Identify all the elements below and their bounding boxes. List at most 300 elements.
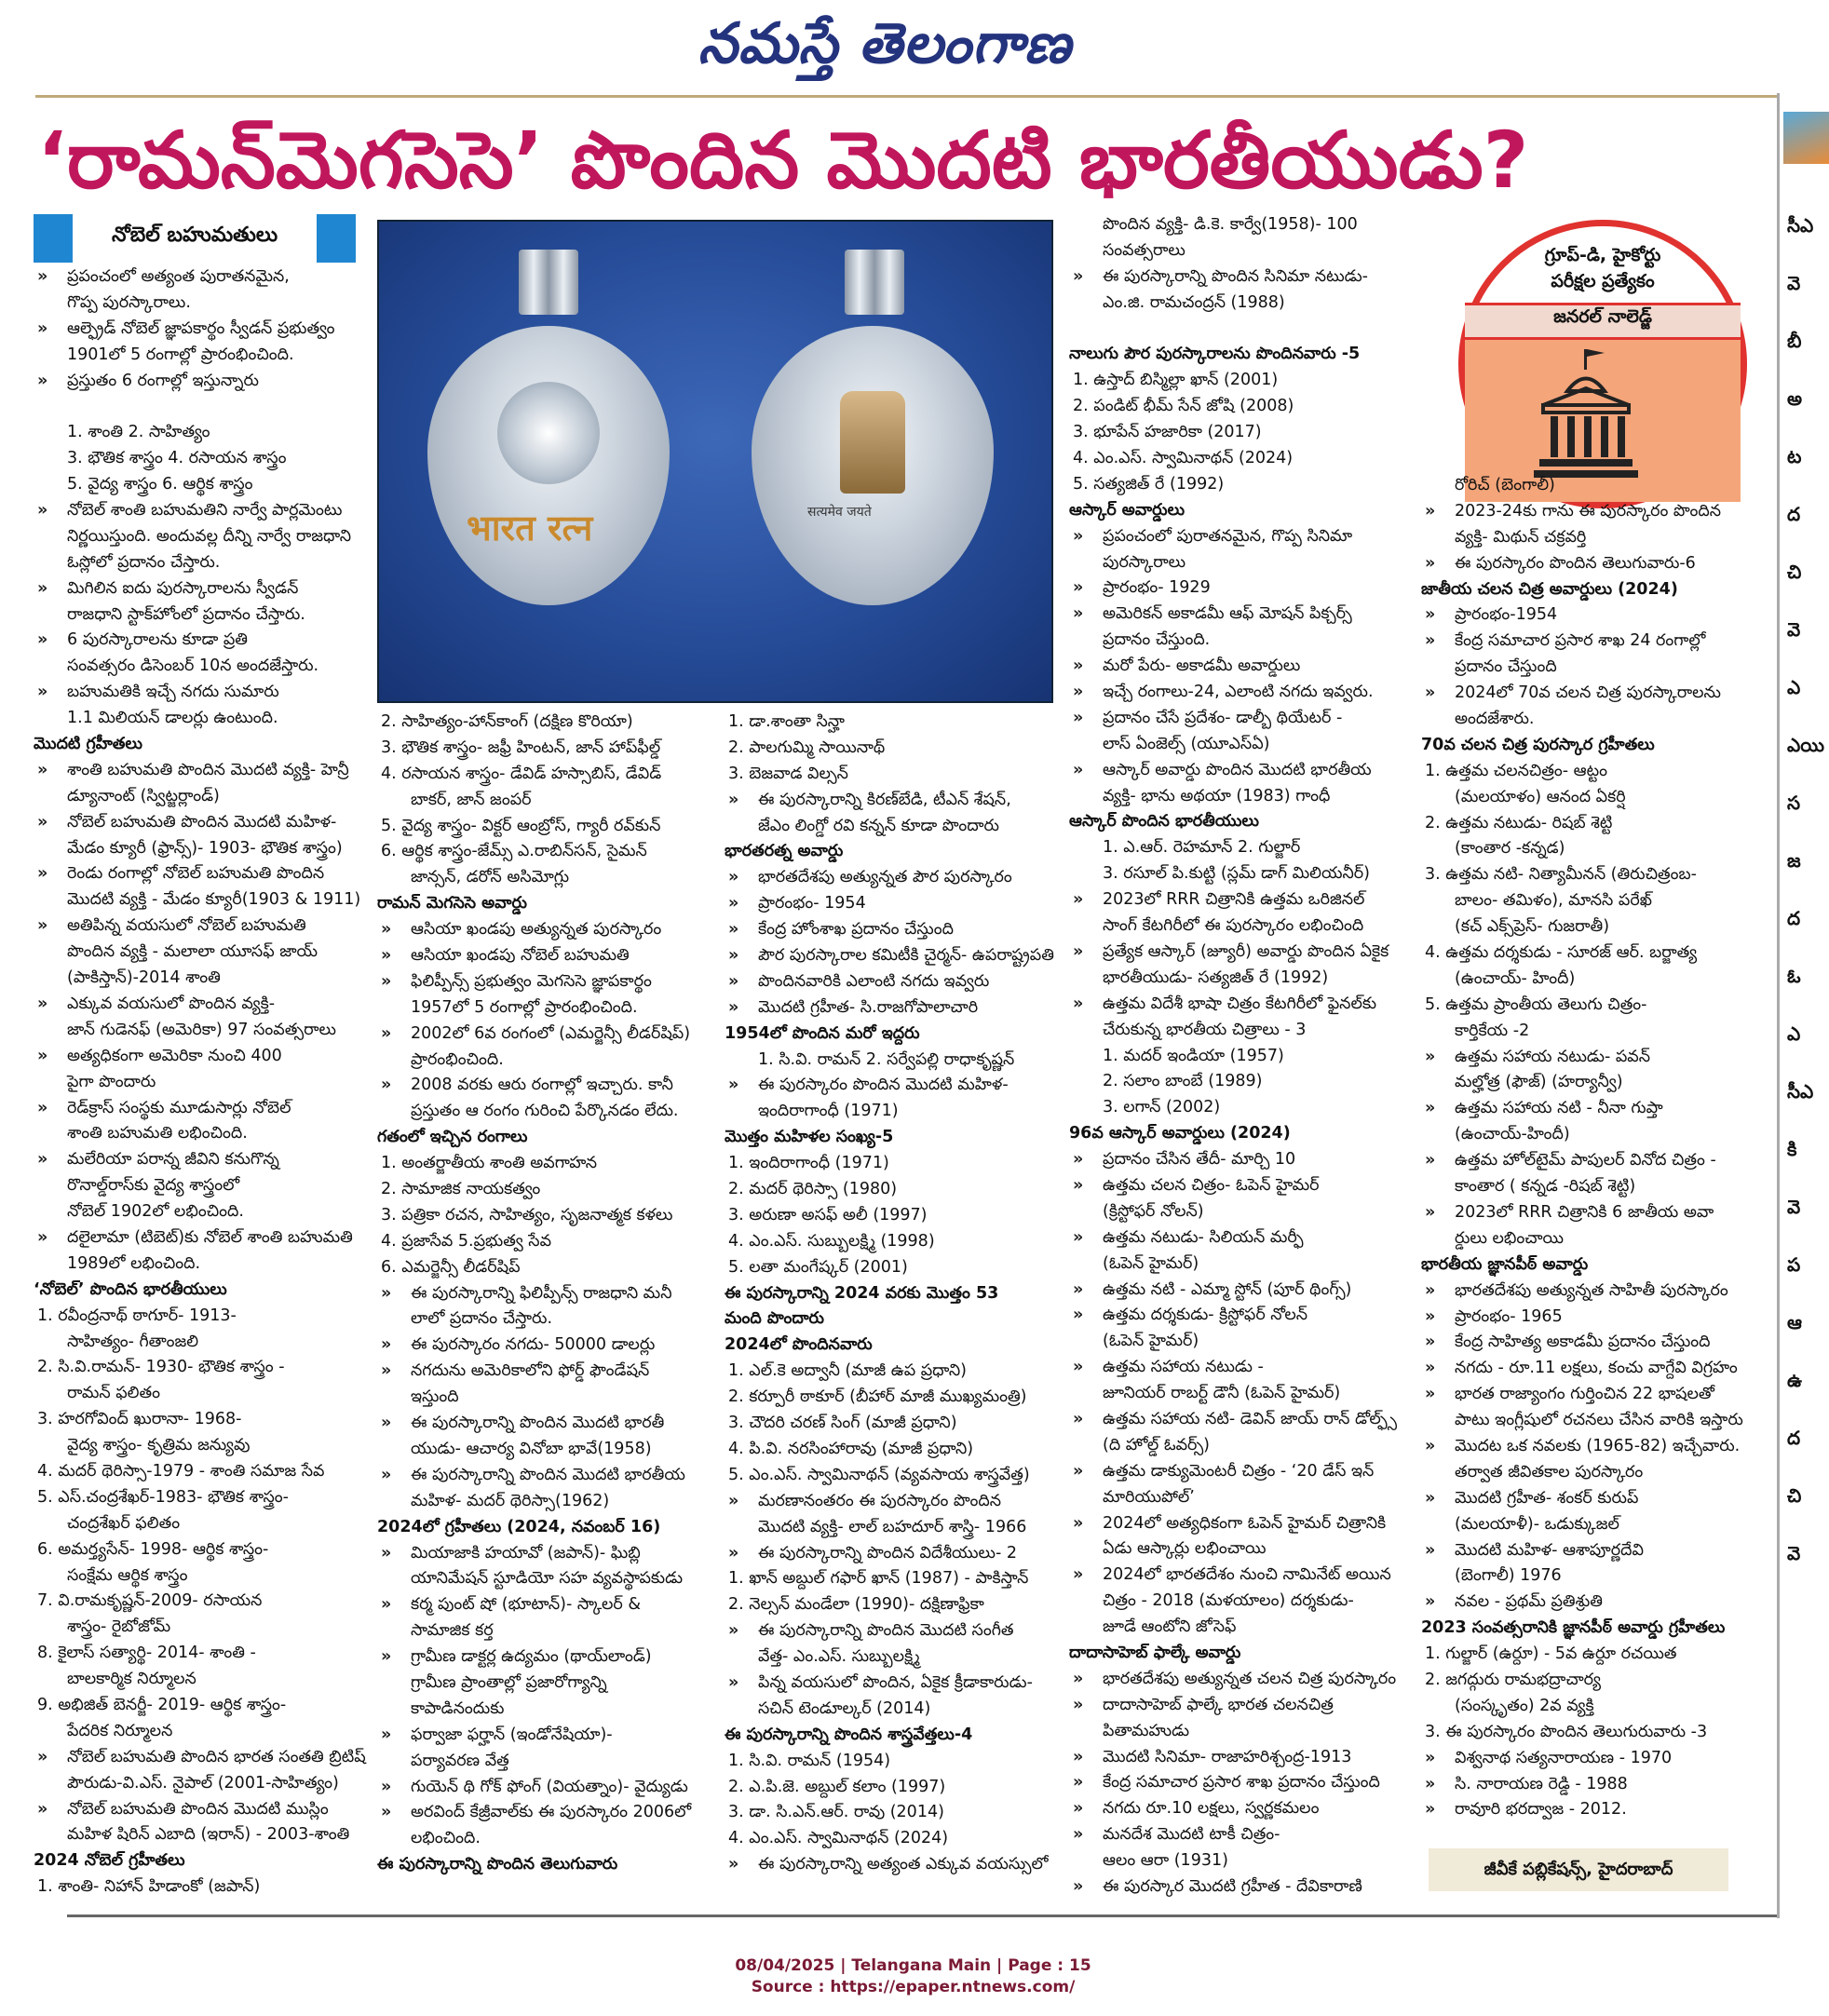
subheading: దాదాసాహెబ్ ఫాల్కే అవార్డు: [1069, 1643, 1241, 1662]
text-line: రాజధాని స్టాక్‌హోంలో ప్రదానం చేస్తారు.: [67, 604, 305, 624]
text-line: » నగదును అమెరికాలోని ఫోర్డ్ ఫౌండేషన్: [377, 1359, 717, 1385]
text-line: » ఈ పురస్కారాన్ని పొందిన మొదటి సంగీత: [725, 1618, 1058, 1644]
text-line: మొదటి వ్యక్తి - మేడం క్యూరీ(1903 & 1911): [67, 890, 361, 910]
column-4: [1069, 212, 1416, 1896]
text-line: » ఉత్తమ సహాయ నటుడు -: [1069, 1355, 1416, 1381]
text-line: 5. ఉత్తమ ప్రాంతీయ తెలుగు చిత్రం-: [1425, 994, 1647, 1014]
text-line: » ఈ పురస్కారం నగదు- 50000 డాలర్లు: [377, 1333, 717, 1359]
text-line: 4. ప్రజాసేవ 5.ప్రభుత్వ సేవ: [381, 1231, 552, 1251]
text-line: » ఈ పురస్కారాన్ని పొందిన విదేశీయులు- 2: [725, 1541, 1058, 1567]
text-line: » దాదాసాహెబ్ ఫాల్కే భారత చలనచిత్ర: [1069, 1693, 1416, 1719]
text-line: » మొదటి గ్రహీత- సి.రాజగోపాలాచారి: [725, 995, 1058, 1022]
subheading: ‘నోబెల్’ పొందిన భారతీయులు: [34, 1279, 227, 1299]
adjacent-page-fragment: వె: [1787, 272, 1801, 294]
text-line: 2. ఎ.పి.జె. అబ్దుల్ కలాం (1997): [728, 1777, 946, 1796]
text-line: » ఫర్వాజా ఫర్హాన్ (ఇండోనేషియా)-: [377, 1723, 717, 1749]
text-line: పురస్కారాలు: [1103, 552, 1186, 572]
adjacent-page-fragment: ద: [1787, 503, 1801, 525]
text-line: లభించింది.: [411, 1829, 481, 1848]
text-line: 1. అంతర్జాతీయ శాంతి అవగాహన: [381, 1154, 598, 1173]
text-line: » భారతదేశపు అత్యున్నత పౌర పురస్కారం: [725, 865, 1058, 891]
text-line: » ఫిలిప్పీన్స్ ప్రభుత్వం మెగసెసె జ్ఞాపకార్థం: [377, 969, 717, 995]
text-line: » రెడ్‌క్రాస్ సంస్థకు మూడుసార్లు నోబెల్: [34, 1096, 359, 1122]
text-line: » ఈ పురస్కారాన్ని పొందిన మొదటి భారతీ: [377, 1411, 717, 1437]
text-line: 4. రసాయన శాస్త్రం- డేవిడ్ హస్సాబిస్, డేవిడ్: [381, 764, 662, 783]
text-line: 2. సలాం బాంబే (1989): [1103, 1072, 1263, 1091]
text-line: (ఉంచాయ్-హిందీ): [1455, 1125, 1570, 1144]
text-line: 1. ఇందిరాగాంధీ (1971): [728, 1154, 889, 1173]
subheading: జాతీయ చలన చిత్ర అవార్డులు (2024): [1421, 579, 1678, 599]
text-line: సంవత్సరం డిసెంబర్ 10న అందజేస్తారు.: [67, 656, 319, 676]
text-line: » కేంద్ర హోంశాఖ ప్రదానం చేస్తుంది: [725, 917, 1058, 943]
text-line: » ఎక్కువ వయసులో పొందిన వ్యక్తి-: [34, 992, 359, 1018]
text-line: (ఉంచాయ్- హిందీ): [1455, 968, 1576, 988]
adjacent-page-fragment: కి: [1787, 1138, 1797, 1160]
adjacent-page-fragment: సీఎ: [1787, 214, 1814, 237]
text-line: ఓస్లోలో ప్రదానం చేస్తారు.: [67, 552, 221, 572]
subheading: 2024 నోబెల్ గ్రహీతలు: [34, 1851, 185, 1871]
text-line: » నోబెల్ శాంతి బహుమతిని నార్వే పార్లమెంటు: [34, 498, 359, 524]
text-line: మారియుపోల్’: [1103, 1487, 1195, 1507]
adjacent-page-fragment: ద: [1787, 1427, 1801, 1449]
text-line: 1. ఎల్‌.కె అద్వానీ (మాజీ ఉప ప్రధాని): [728, 1361, 967, 1381]
column-1: [34, 264, 366, 1897]
text-line: » గ్రామీణ డాక్టర్ల ఉద్యమం (థాయ్‌లాండ్): [377, 1644, 717, 1671]
text-line: 1. సి.వి. రామన్ (1954): [728, 1751, 891, 1770]
text-line: 4. ఎం.ఎస్. సుబ్బులక్ష్మి (1998): [728, 1231, 935, 1251]
text-line: 2. జగద్గురు రామభద్రాచార్య: [1425, 1670, 1602, 1689]
text-line: » ఆసియా ఖండపు అత్యున్నత పురస్కారం: [377, 917, 717, 943]
section-title: నోబెల్ బహుమతులు: [111, 223, 278, 247]
text-line: (బెంగాలీ) 1976: [1455, 1566, 1562, 1586]
bottom-rule: [67, 1915, 1777, 1917]
text-line: 2. పాలగుమ్మి సాయినాథ్: [728, 737, 886, 757]
text-line: » కేంద్ర సమాచార ప్రసార శాఖ 24 రంగాల్లో: [1421, 629, 1766, 655]
adjacent-page-logo: [1783, 112, 1829, 164]
subheading: 2023 సంవత్సరానికి జ్ఞానపీఠ్ అవార్డు గ్రహీతలు: [1421, 1618, 1726, 1638]
text-line: » నోబెల్ బహుమతి పొందిన మొదటి ముస్లిం: [34, 1797, 359, 1823]
text-line: ప్రారంభించింది.: [411, 1049, 504, 1069]
text-line: ప్రదానం చేస్తుంది.: [1103, 630, 1211, 650]
text-line: » మిగిలిన ఐదు పురస్కారాలను స్వీడన్: [34, 576, 359, 602]
text-line: జూడే ఆంటోని జోసెఫ్: [1103, 1617, 1237, 1637]
text-line: » 2023-24కు గాను ఈ పురస్కారం పొందిన: [1421, 499, 1766, 525]
text-line: » ఈ పురస్కారాన్ని కిరణ్‌బేడి, టీఎన్ శేషన్,: [725, 788, 1058, 814]
text-line: 1. రవీంద్రనాథ్ ఠాగూర్- 1913-: [37, 1306, 237, 1325]
text-line: » ఆల్ఫ్రెడ్ నోబెల్ జ్ఞాపకార్థం స్వీడన్ ప్రభుత్వం: [34, 317, 359, 343]
text-line: » నగదు - రూ.11 లక్షలు, కంచు వాగ్దేవి విగ్రహం: [1421, 1356, 1766, 1382]
text-line: మేడం క్యూరీ (ఫ్రాన్స్)- 1903- భౌతిక శాస్త్రం): [67, 838, 343, 858]
text-line: » 2024లో భారతదేశం నుంచి నామినేట్ అయిన: [1069, 1563, 1416, 1589]
subheading: 70వ చలన చిత్ర పురస్కార గ్రహీతలు: [1421, 735, 1655, 754]
text-line: వేత్త- ఎం.ఎస్. సుబ్బులక్ష్మి: [758, 1647, 920, 1667]
text-line: 4. ఎం.ఎస్. స్వామినాథన్ (2024): [1073, 449, 1294, 468]
headline: ‘రామన్‌మెగసెసె’ పొందిన మొదటి భారతీయుడు?: [37, 115, 1529, 206]
text-line: పొందిన వ్యక్తి - మలాలా యూసఫ్ జాయ్: [67, 942, 318, 962]
text-line: » ప్రదానం చేసే ప్రదేశం- డాల్బీ థియేటర్ -: [1069, 706, 1416, 732]
badge-line-2: పరీక్షల ప్రత్యేకం: [1551, 271, 1655, 291]
subheading: ఈ పురస్కారాన్ని పొందిన శాస్త్రవేత్తలు-4: [725, 1725, 973, 1744]
subheading: మంది పొందారు: [725, 1309, 824, 1329]
text-line: » ఈ పురస్కారాన్ని అత్యంత ఎక్కువ వయస్సులో: [725, 1852, 1058, 1878]
text-line: 1. శాంతి- నిహాన్ హిడాంకో (జపాన్): [37, 1877, 261, 1897]
text-line: » ఉత్తమ డాక్యుమెంటరీ చిత్రం - ‘20 డేస్ ఇన్: [1069, 1459, 1416, 1485]
text-line: మల్హోత్ర (ఫౌజ్) (హర్యాన్వీ): [1455, 1073, 1623, 1092]
text-line: (మలయాళం) ఆనంద ఏకర్షి: [1455, 787, 1626, 806]
text-line: » ఉత్తమ దర్శకుడు- క్రిస్టోఫర్ నోలన్: [1069, 1303, 1416, 1329]
text-line: 2. సాహిత్యం-హాన్‌కాంగ్ (దక్షిణ కొరియా): [381, 712, 633, 731]
text-line: » ఉత్తమ నటి - ఎమ్మా స్టోన్ (పూర్ థింగ్స్): [1069, 1278, 1416, 1304]
text-line: » ఈ పురస్కారం పొందిన తెలుగువారు-6: [1421, 551, 1766, 577]
text-line: » 2002లో 6వ రంగంలో (ఎమర్జెన్సీ లీడర్‌షిప్): [377, 1022, 717, 1048]
text-line: » నవల - ప్రథమ్ ప్రతిశ్రుతి: [1421, 1590, 1766, 1616]
text-line: 4. ఎం.ఎస్. స్వామినాథన్ (2024): [728, 1829, 949, 1848]
text-line: యానిమేషన్ స్టూడియో సహ వ్యవస్థాపకుడు: [411, 1569, 684, 1589]
text-line: కార్తికేయ -2: [1455, 1021, 1530, 1040]
text-line: » అత్యధికంగా అమెరికా నుంచి 400: [34, 1044, 359, 1070]
text-line: » నగదు రూ.10 లక్షలు, స్వర్ణకమలం: [1069, 1796, 1416, 1822]
adjacent-page-fragment: ద: [1787, 907, 1801, 929]
text-line: » ఉత్తమ నటుడు- సిలియన్ మర్ఫీ: [1069, 1225, 1416, 1252]
text-line: 5. సత్యజిత్ రే (1992): [1073, 474, 1225, 494]
sun-emblem: [497, 382, 600, 484]
text-line: ఆలం ఆరా (1931): [1103, 1851, 1228, 1871]
adjacent-page-strip: [1777, 93, 1829, 1918]
text-line: » ప్రపంచంలో అత్యంత పురాతనమైన,: [34, 264, 359, 291]
text-line: » ప్రదానం చేసిన తేదీ- మార్చి 10: [1069, 1147, 1416, 1173]
text-line: తర్వాత జీవితకాల పురస్కారం: [1455, 1462, 1644, 1482]
adjacent-page-fragment: చి: [1787, 561, 1802, 583]
column-2: [377, 710, 717, 1874]
top-rule: [35, 95, 1777, 98]
text-line: » నోబెల్ బహుమతి పొందిన మొదటి మహిళ-: [34, 810, 359, 836]
text-line: 2. నెల్సన్ మండేలా (1990)- దక్షిణాఫ్రికా: [728, 1595, 984, 1615]
text-line: చంద్రశేఖర్ ఫలితం: [67, 1513, 181, 1533]
adjacent-page-fragment: ఓ: [1787, 965, 1801, 987]
text-line: పితామహుడు: [1103, 1721, 1190, 1740]
text-line: 8. కైలాస్ సత్యార్థి- 2014- శాంతి -: [37, 1644, 256, 1663]
text-line: » 2023లో RRR చిత్రానికి 6 జాతీయ అవా: [1421, 1200, 1766, 1226]
text-line: » ప్రత్యేక ఆస్కార్ (జ్యూరీ) అవార్డు పొందిన ఏకైక: [1069, 940, 1416, 966]
text-line: 5. వైద్య శాస్త్రం- విక్టర్ ఆంబ్రోస్, గ్యారీ రవ్‌కున్: [381, 816, 661, 835]
text-line: 3. భౌతిక శాస్త్రం 4. రసాయన శాస్త్రం: [67, 449, 287, 468]
adjacent-page-fragment: ఉ: [1787, 1369, 1802, 1391]
text-line: వ్యక్తి- మిథున్ చక్రవర్తి: [1455, 527, 1587, 547]
text-line: చిత్రం - 2018 (మళయాలం) దర్శకుడు-: [1103, 1591, 1354, 1611]
adjacent-page-fragment: జ: [1787, 849, 1801, 872]
text-line: 3. బెజవాడ విల్సన్: [728, 764, 848, 783]
text-line: » భారత రాజ్యాంగం గుర్తించిన 22 భాషలతో: [1421, 1382, 1766, 1408]
text-line: » ఈ పురస్కారాన్ని పొందిన మొదటి భారతీయ: [377, 1463, 717, 1489]
text-line: (పాకిస్తాన్)-2014 శాంతి: [67, 968, 221, 988]
publisher-credit: జీవీకే పబ్లికేషన్స్, హైదరాబాద్: [1429, 1848, 1728, 1891]
text-line: » ఈ పురస్కారం పొందిన మొదటి మహిళ-: [725, 1073, 1058, 1099]
text-line: 1. శాంతి 2. సాహిత్యం: [67, 423, 210, 442]
text-line: [34, 394, 359, 420]
text-line: » ప్రారంభం- 1929: [1069, 575, 1416, 602]
text-line: » భారతదేశపు అత్యున్నత చలన చిత్ర పురస్కారం: [1069, 1667, 1416, 1693]
text-line: (ఓపెన్ హైమర్): [1103, 1253, 1199, 1273]
text-line: 3. హరగోవింద్ ఖురానా- 1968-: [37, 1410, 242, 1429]
text-line: ర్డులు లభించాయి: [1455, 1228, 1565, 1248]
text-line: సంక్షేమ ఆర్థిక శాస్త్రం: [67, 1565, 188, 1585]
text-line: » రావూరి భరద్వాజ - 2012.: [1421, 1797, 1766, 1823]
text-line: » ఉత్తమ సహాయ నటుడు- పవన్: [1421, 1045, 1766, 1071]
text-line: » ప్రారంభం- 1954: [725, 891, 1058, 917]
text-line: » శాంతి బహుమతి పొందిన మొదటి వ్యక్తి- హెన్రీ: [34, 758, 359, 784]
text-line: (ఓపెన్ హైమర్): [1103, 1332, 1199, 1351]
column-3: [725, 710, 1058, 1874]
text-line: » మియాజాకి హయావో (జపాన్)- ఘిబ్లి: [377, 1541, 717, 1567]
adjacent-page-fragment: ఆ: [1787, 1311, 1802, 1333]
text-line: » అతిపిన్న వయసులో నోబెల్ బహుమతి: [34, 913, 359, 940]
text-line: సామాజిక కర్త: [411, 1621, 494, 1641]
text-line: పౌరుడు-వి.ఎస్. నైపాల్ (2001-సాహిత్యం): [67, 1773, 339, 1793]
text-line: 3. డా. సి.ఎన్.ఆర్. రావు (2014): [728, 1803, 944, 1822]
adjacent-page-fragment: ఎయి: [1787, 734, 1824, 756]
text-line: 3. లగాన్ (2002): [1103, 1098, 1221, 1117]
text-line: » కేంద్ర సాహిత్య అకాడమీ ప్రదానం చేస్తుంది: [1421, 1330, 1766, 1356]
bharat-ratna-photo: [377, 220, 1053, 703]
text-line: » ఉత్తమ హోల్‌టైమ్ పాపులర్ వినోద చిత్రం -: [1421, 1148, 1766, 1174]
subheading: ఈ పురస్కారాన్ని 2024 వరకు మొత్తం 53: [725, 1283, 999, 1303]
subheading: 2024లో గ్రహీతలు (2024, నవంబర్ 16): [377, 1517, 661, 1536]
text-line: 3. పత్రికా రచన, సాహిత్యం, సృజనాత్మక కళలు: [381, 1205, 673, 1224]
text-line: » ఆస్కార్ అవార్డు పొందిన మొదటి భారతీయ: [1069, 758, 1416, 784]
text-line: డ్యూనాంట్ (స్విట్జర్లాండ్): [67, 786, 220, 805]
text-line: » ఉత్తమ సహాయ నటి - నీనా గుప్తా: [1421, 1096, 1766, 1122]
text-line: 2. సి.వి.రామన్- 1930- భౌతిక శాస్త్రం -: [37, 1358, 285, 1377]
subheading: మొత్తం మహిళల సంఖ్య-5: [725, 1128, 894, 1147]
text-line: జాన్సన్, డరోన్ అసిమోగ్లు: [411, 868, 570, 887]
text-line: ఎం.జి. రామచంద్రన్ (1988): [1103, 292, 1285, 312]
text-line: రామన్ ఫలితం: [67, 1384, 160, 1403]
text-line: 2. పండిట్ భీమ్ సేన్ జోషి (2008): [1073, 397, 1294, 416]
subheading: 2024లో పొందినవారు: [725, 1335, 873, 1355]
text-line: 4. ఉత్తమ దర్శకుడు - సూరజ్ ఆర్. బర్జాత్య: [1425, 943, 1698, 963]
text-line: ఏడు ఆస్కార్లు లభించాయి: [1103, 1539, 1267, 1559]
subheading: రామన్ మెగసెసె అవార్డు: [377, 894, 527, 913]
subheading: నాలుగు పౌర పురస్కారాలను పొందినవారు -5: [1069, 345, 1361, 364]
text-line: మొదటి వ్యక్తి- లాల్ బహదూర్ శాస్త్రి- 1966: [758, 1517, 1027, 1536]
text-line: » కేంద్ర సమాచార ప్రసార శాఖ ప్రదానం చేస్తుంది: [1069, 1770, 1416, 1796]
text-line: 4. పి.వి. నరసింహారావు (మాజీ ప్రధాని): [728, 1439, 974, 1458]
text-line: » భారతదేశపు అత్యున్నత సాహితీ పురస్కారం: [1421, 1279, 1766, 1305]
text-line: » మనదేశ మొదటి టాకీ చిత్రం-: [1069, 1822, 1416, 1848]
text-line: 3. భౌతిక శాస్త్రం- జఫ్రీ హింటన్, జాన్ హాప్‌ఫీల్డ్: [381, 737, 661, 757]
text-line: సాంగ్ కేటగిరీలో ఈ పురస్కారం లభించింది: [1103, 916, 1364, 936]
text-line: పొందిన వ్యక్తి- డి.కె. కార్వే(1958)- 100: [1103, 215, 1358, 234]
text-line: పర్యావరణ వేత్త: [411, 1751, 509, 1770]
text-line: » ఈ పురస్కారాన్ని ఫిలిప్పీన్స్ రాజధాని మనీ: [377, 1281, 717, 1307]
text-line: 1. ఉత్తమ చలనచిత్రం- ఆట్టం: [1425, 761, 1608, 780]
text-line: » మొదట ఒక నవలకు (1965-82) ఇచ్చేవారు.: [1421, 1434, 1766, 1460]
adjacent-page-fragment: అ: [1787, 387, 1802, 410]
text-line: » ఈ పురస్కారాన్ని పొందిన సినిమా నటుడు-: [1069, 264, 1416, 291]
text-line: » మరణానంతరం ఈ పురస్కారం పొందిన: [725, 1489, 1058, 1515]
text-line: 2. ఉత్తమ నటుడు- రిషబ్ శెట్టి: [1425, 813, 1613, 832]
text-line: బాకర్, జాన్ జంపర్: [411, 790, 532, 809]
text-line: » దలైలామా (టిబెట్)కు నోబెల్ శాంతి బహుమతి: [34, 1225, 359, 1252]
text-line: 3. రసూల్ పి.కుట్టి (స్లమ్ డాగ్ మిలియనీర్): [1103, 864, 1370, 884]
text-line: » మరో పేరు- అకాడమీ అవార్డులు: [1069, 654, 1416, 680]
text-line: » కర్మ పుంట్ షో (భూటాన్)- స్కాలర్ &: [377, 1592, 717, 1618]
text-line: 1. సి.వి. రామన్ 2. సర్వేపల్లి రాధాకృష్ణన్: [758, 1049, 1015, 1069]
text-line: 2. మదర్ థెరిస్సా (1980): [728, 1180, 898, 1199]
text-line: 3. ఉత్తమ నటి- నిత్యామీనన్ (తిరుచిత్రంబ-: [1425, 865, 1697, 885]
masthead: [0, 0, 1769, 93]
text-line: » ప్రారంభం- 1965: [1421, 1305, 1766, 1331]
text-line: » మొదటి మహిళ- ఆశాపూర్ణదేవి: [1421, 1538, 1766, 1564]
text-line: 5. లతా మంగేష్కర్ (2001): [728, 1257, 908, 1277]
adjacent-page-fragment: స: [1787, 792, 1801, 814]
text-line: » 2008 వరకు ఆరు రంగాల్లో ఇచ్చారు. కానీ: [377, 1073, 717, 1099]
text-line: » రెండు రంగాల్లో నోబెల్ బహుమతి పొందిన: [34, 861, 359, 887]
text-line: 5. ఎం.ఎస్. స్వామినాథన్ (వ్యవసాయ శాస్త్రవేత్త): [728, 1465, 1030, 1484]
text-line: » మలేరియా పరాన్న జీవిని కనుగొన్న: [34, 1147, 359, 1173]
text-line: 1989లో లభించింది.: [67, 1253, 201, 1273]
adjacent-page-fragment: బీ: [1787, 330, 1802, 352]
text-line: 2. కర్పూరీ ఠాకూర్ (బీహార్ మాజీ ముఖ్యమంత్రి): [728, 1387, 1027, 1407]
subheading: ఆస్కార్ అవార్డులు: [1069, 500, 1185, 520]
subheading: 1954లో పొందిన మరో ఇద్దరు: [725, 1023, 920, 1043]
text-line: పాటు ఇంగ్లీషులో రచనలు చేసిన వారికి ఇస్తారు: [1455, 1411, 1743, 1430]
adjacent-page-fragment: ఎ: [1787, 1022, 1801, 1045]
text-line: 2. సామాజిక నాయకత్వం: [381, 1180, 541, 1199]
text-line: » సి. నారాయణ రెడ్డి - 1988: [1421, 1772, 1766, 1798]
adjacent-page-fragment: ప: [1787, 1253, 1801, 1276]
adjacent-page-fragment: వె: [1787, 1196, 1801, 1218]
subheading: భారతరత్న అవార్డు: [725, 842, 844, 861]
text-line: » మొదటి గ్రహీత- శంకర్ కురుప్: [1421, 1486, 1766, 1512]
adjacent-page-fragment: వె: [1787, 618, 1801, 641]
text-line: చేరుకున్న భారతీయ చిత్రాలు - 3: [1103, 1020, 1307, 1039]
medal-right-cap: [845, 250, 904, 315]
text-line: లాస్ ఏంజెల్స్ (యూఎస్ఏ): [1103, 734, 1270, 753]
text-line: ఇస్తుంది: [411, 1387, 459, 1407]
text-line: మహిళ షిరిన్ ఎబాది (ఇరాన్) - 2003-శాంతి: [67, 1825, 350, 1845]
text-line: 1. ఉస్తాద్ బిస్మిల్లా ఖాన్ (2001): [1073, 371, 1279, 390]
text-line: 1.1 మిలియన్ డాలర్లు ఉంటుంది.: [67, 709, 278, 728]
text-line: బాలం- తమిళం), మానసి పరేఖ్: [1455, 891, 1652, 911]
text-line: వ్యక్తి- భాను అథయా (1983) గాంధీ: [1103, 786, 1331, 805]
text-line: » నోబెల్ బహుమతి పొందిన భారత సంతతి బ్రిటిష్: [34, 1745, 359, 1771]
text-line: 1901లో 5 రంగాల్లో ప్రారంభించింది.: [67, 345, 294, 364]
text-line: నోబెల్ 1902లో లభించింది.: [67, 1202, 244, 1222]
text-line: » గుయెన్ థి గోక్ ఫోంగ్ (వియత్నాం)- వైద్యుడు: [377, 1775, 717, 1801]
text-line: గ్రామీణ ప్రాంతాల్లో ప్రజారోగ్యాన్ని: [411, 1672, 607, 1692]
text-line: రొనాల్డ్‌రాస్‌కు వైద్య శాస్త్రంలో: [67, 1176, 240, 1196]
subheading: మొదటి గ్రహీతలు: [34, 735, 142, 754]
badge-line-1: గ్రూప్-డి, హైకోర్టు: [1544, 245, 1661, 265]
text-line: కాపాడినందుకు: [411, 1698, 505, 1718]
text-line: 1. ఖాన్ అబ్దుల్ గఫార్ ఖాన్ (1987) - పాకిస్తాన్: [728, 1569, 1029, 1589]
text-line: » మొదటి సినిమా- రాజాహరిశ్చంద్ర-1913: [1069, 1745, 1416, 1771]
text-line: » 2024లో 70వ చలన చిత్ర పురస్కారాలను: [1421, 681, 1766, 707]
text-line: » ఆసియా ఖండపు నోబెల్ బహుమతి: [377, 943, 717, 969]
text-line: (కాంతార -కన్నడ): [1455, 839, 1565, 859]
text-line: 1. డా.శాంతా సిన్హా: [728, 712, 845, 731]
text-line: 3. భూపేన్ హజారికా (2017): [1073, 423, 1262, 442]
footer-date-page: 08/04/2025 | Telangana Main | Page : 15: [735, 1956, 1091, 1975]
text-line: జాన్ గుడెనఫ్ (అమెరికా) 97 సంవత్సరాలు: [67, 1020, 336, 1039]
text-line: (కచ్ ఎక్స్‌ప్రెస్- గుజరాతీ): [1455, 917, 1610, 937]
text-line: » 2023లో RRR చిత్రానికి ఉత్తమ ఒరిజినల్: [1069, 887, 1416, 913]
text-line: జూనియర్ రాబర్ట్ డౌనీ (ఓపెన్ హైమర్): [1103, 1384, 1341, 1403]
text-line: » 6 పురస్కారాలను కూడా ప్రతి: [34, 628, 359, 654]
text-line: (మలయాళీ)- ఒడుక్కుజల్: [1455, 1514, 1619, 1534]
text-line: రోరిచ్ (బెంగాలీ): [1455, 476, 1555, 494]
text-line: (ది హోల్డ్ ఓవర్స్): [1103, 1435, 1211, 1454]
text-line: » 2024లో అత్యధికంగా ఓపెన్ హైమర్ చిత్రానికి: [1069, 1511, 1416, 1537]
text-line: సచిన్ టెండూల్కర్ (2014): [758, 1698, 931, 1718]
text-line: » పౌర పురస్కారాల కమిటీకి చైర్మన్- ఉపరాష్ట్రపతి: [725, 943, 1058, 969]
text-line: [1069, 317, 1416, 343]
text-line: » పిన్న వయసులో పొందిన, ఏకైక క్రీడాకారుడు-: [725, 1671, 1058, 1697]
text-line: 3. ఈ పురస్కారం పొందిన తెలుగురువారు -3: [1425, 1722, 1708, 1741]
text-line: కాంతార ( కన్నడ -రిషబ్ శెట్టి): [1455, 1177, 1636, 1197]
adjacent-page-fragment: చి: [1787, 1484, 1802, 1507]
text-line: వైద్య శాస్త్రం- కృత్రిమ జన్యువు: [67, 1436, 251, 1455]
text-line: బాలకార్మిక నిర్మూలన: [67, 1670, 196, 1689]
exam-special-badge: [1458, 220, 1747, 508]
text-line: » పొందినవారికి ఎలాంటి నగదు ఇవ్వరు: [725, 969, 1058, 995]
masthead-logo: నమస్తే తెలంగాణ: [698, 11, 1072, 76]
text-line: 1957లో 5 రంగాల్లో ప్రారంభించింది.: [411, 997, 638, 1017]
adjacent-page-fragment: ఎ: [1787, 676, 1801, 698]
medal-left-cap: [519, 250, 578, 315]
text-line: » ఉత్తమ విదేశీ భాషా చిత్రం కేటగిరీలో ఫైనల్‌కు: [1069, 992, 1416, 1018]
text-line: 6. అమర్త్యసేన్- 1998- ఆర్థిక శాస్త్రం-: [37, 1539, 269, 1559]
text-line: » ఉత్తమ చలన చిత్రం- ఓపెన్ హైమర్: [1069, 1173, 1416, 1199]
text-line: » అమెరికన్ అకాడమీ ఆఫ్ మోషన్ పిక్చర్స్: [1069, 602, 1416, 628]
text-line: భారతీయుడు- సత్యజిత్ రే (1992): [1103, 967, 1329, 987]
text-line: సాహిత్యం- గీతాంజలి: [67, 1332, 199, 1351]
text-line: పైగా పొందారు: [67, 1072, 156, 1091]
text-line: శాంతి బహుమతి లభించింది.: [67, 1124, 248, 1143]
text-line: 9. అభిజిత్ బెనర్జీ- 2019- ఆర్థిక శాస్త్రం-: [37, 1695, 287, 1714]
text-line: మహిళ- మదర్ థెరిస్సా(1962): [411, 1491, 610, 1510]
medal-right: [752, 326, 994, 605]
medal-right-text: सत्यमेव जयते: [807, 505, 872, 520]
subheading: ఈ పురస్కారాన్ని పొందిన తెలుగువారు: [377, 1855, 618, 1874]
text-line: 1. గుల్జార్ (ఉర్దూ) - 5వ ఉర్దూ రచయిత: [1425, 1644, 1677, 1664]
text-line: (క్రిస్టోఫర్ నోలన్): [1103, 1201, 1204, 1221]
text-line: లాలో ప్రదానం చేస్తారు.: [411, 1309, 553, 1329]
subheading: 96వ ఆస్కార్ అవార్డులు (2024): [1069, 1124, 1291, 1143]
text-line: 3. అరుణా అసఫ్ అలీ (1997): [728, 1205, 928, 1224]
lion-capital-emblem: [840, 391, 905, 494]
text-line: యుడు- ఆచార్య వినోబా భావే(1958): [411, 1439, 652, 1458]
text-line: » ప్రారంభం-1954: [1421, 602, 1766, 629]
text-line: పేదరిక నిర్మూలన: [67, 1721, 173, 1740]
medal-left-text: भारत रत्न: [467, 507, 593, 548]
text-line: » విశ్వనాథ సత్యనారాయణ - 1970: [1421, 1746, 1766, 1772]
section-title-box: [34, 214, 356, 263]
text-line: 1. ఎ.ఆర్. రెహమాన్ 2. గుల్జార్: [1103, 838, 1301, 858]
text-line: » అరవింద్ కేజ్రీవాల్‌కు ఈ పురస్కారం 2006లో: [377, 1800, 717, 1826]
badge-line-3: జనరల్ నాలెడ్జ్: [1553, 306, 1652, 327]
text-line: » ప్రపంచంలో పురాతనమైన, గొప్ప సినిమా: [1069, 524, 1416, 550]
adjacent-page-fragment: ట: [1787, 445, 1802, 467]
text-line: 7. వి.రామకృష్ణన్-2009- రసాయన: [37, 1591, 263, 1611]
text-line: శాస్త్రం- రైబోజోమ్: [67, 1617, 171, 1637]
column-5: [1421, 473, 1766, 1842]
text-line: నిర్ణయిస్తుంది. అందువల్ల దీన్ని నార్వే రాజధాని: [67, 526, 351, 546]
text-line: » బహుమతికి ఇచ్చే నగదు సుమారు: [34, 680, 359, 706]
text-line: జేఎం లింగ్డో రవి కన్నన్ కూడా పొందారు: [758, 816, 999, 835]
text-line: » ప్రస్తుతం 6 రంగాల్లో ఇస్తున్నారు: [34, 369, 359, 395]
